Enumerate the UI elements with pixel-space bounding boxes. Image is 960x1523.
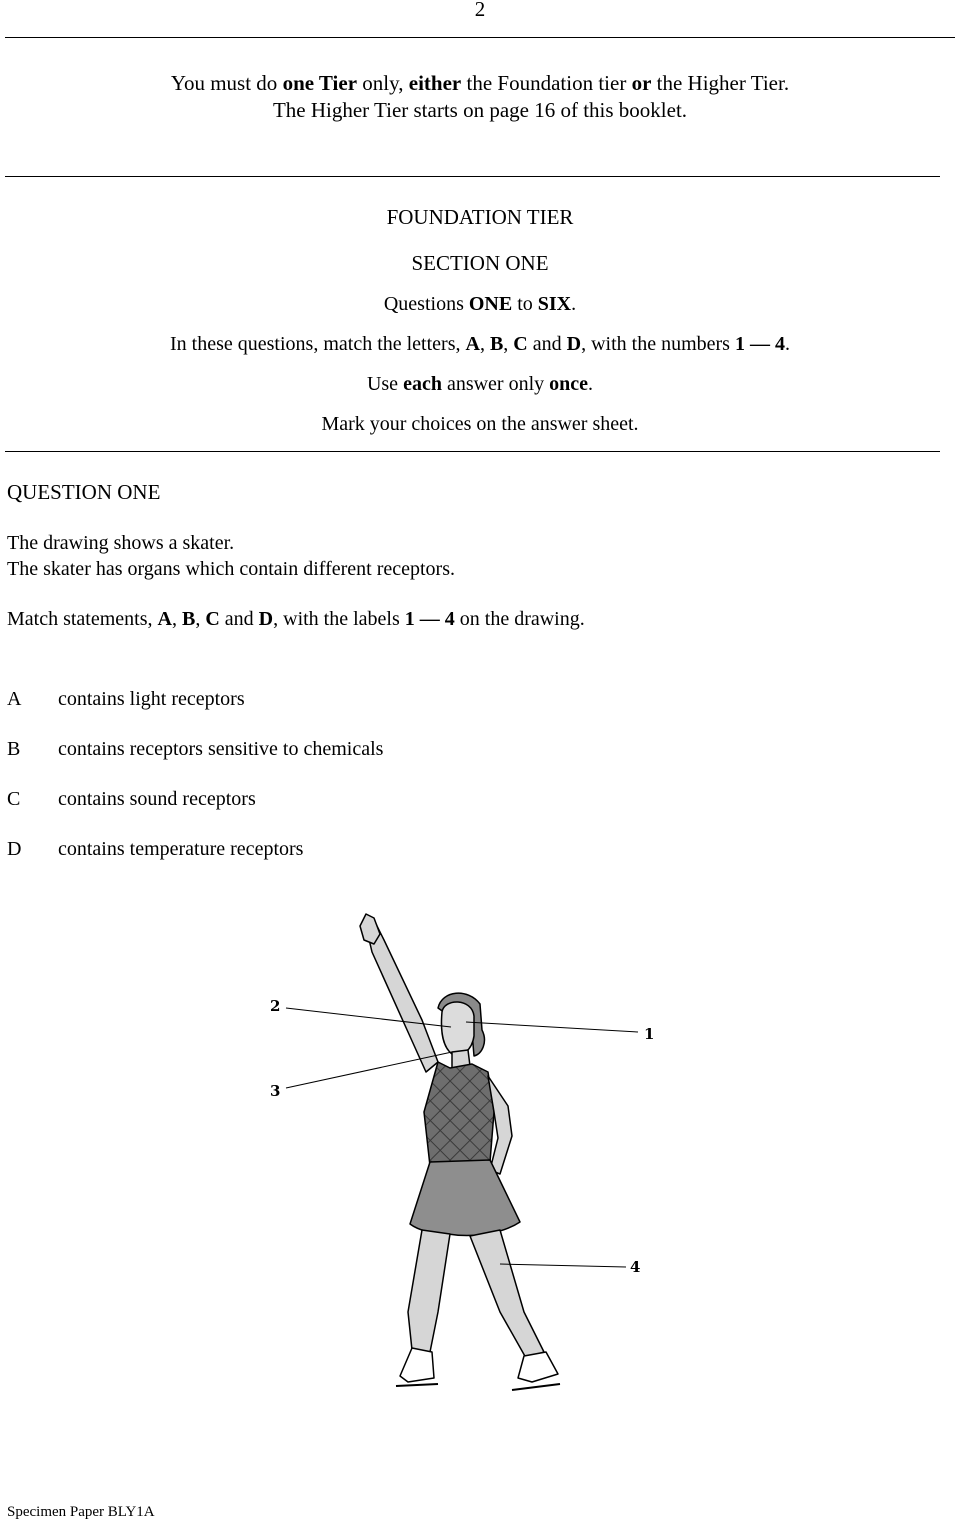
page-number: 2 [474, 0, 486, 21]
figure-label-1: 1 [644, 1025, 655, 1043]
match-statement: Match statements, A, B, C and D, with the labels 1 — 4 on the drawing. [7, 608, 585, 630]
statement-text-a: contains light receptors [58, 688, 245, 710]
label-line-2 [286, 1008, 451, 1027]
use-once-instruction: Use each answer only once. [366, 373, 594, 395]
section-top-rule [5, 176, 940, 177]
section-bottom-rule [5, 451, 940, 452]
tier-heading: FOUNDATION TIER [386, 205, 574, 229]
question-heading: QUESTION ONE [7, 480, 161, 504]
footer-paper-code: Specimen Paper BLY1A [7, 1504, 155, 1520]
section-heading: SECTION ONE [411, 251, 549, 275]
statement-text-c: contains sound receptors [58, 788, 256, 810]
skater-figure [262, 912, 678, 1408]
question-description-1: The drawing shows a skater. [7, 532, 235, 554]
figure-label-2: 2 [270, 997, 281, 1015]
intro-line-1: You must do one Tier only, either the Foundation tier or the Higher Tier. [170, 71, 790, 95]
statement-letter-b: B [7, 738, 21, 760]
questions-range: Questions ONE to SIX. [383, 293, 577, 315]
question-description-2: The skater has organs which contain different receptors. [7, 558, 455, 580]
match-instruction: In these questions, match the letters, A, B, C and D, with the numbers 1 — 4. [170, 333, 790, 355]
figure-label-4: 4 [630, 1258, 641, 1276]
figure-label-3: 3 [270, 1082, 281, 1100]
statement-text-b: contains receptors sensitive to chemicals [58, 738, 384, 760]
skater-drawing [360, 914, 560, 1390]
statement-letter-d: D [7, 838, 22, 860]
statement-text-d: contains temperature receptors [58, 838, 304, 860]
top-rule [5, 37, 955, 38]
label-line-1 [466, 1022, 638, 1032]
label-line-4 [500, 1264, 626, 1267]
intro-line-2: The Higher Tier starts on page 16 of this booklet. [272, 98, 688, 122]
statement-letter-a: A [7, 688, 22, 710]
mark-instruction: Mark your choices on the answer sheet. [321, 413, 639, 435]
statement-letter-c: C [7, 788, 21, 810]
